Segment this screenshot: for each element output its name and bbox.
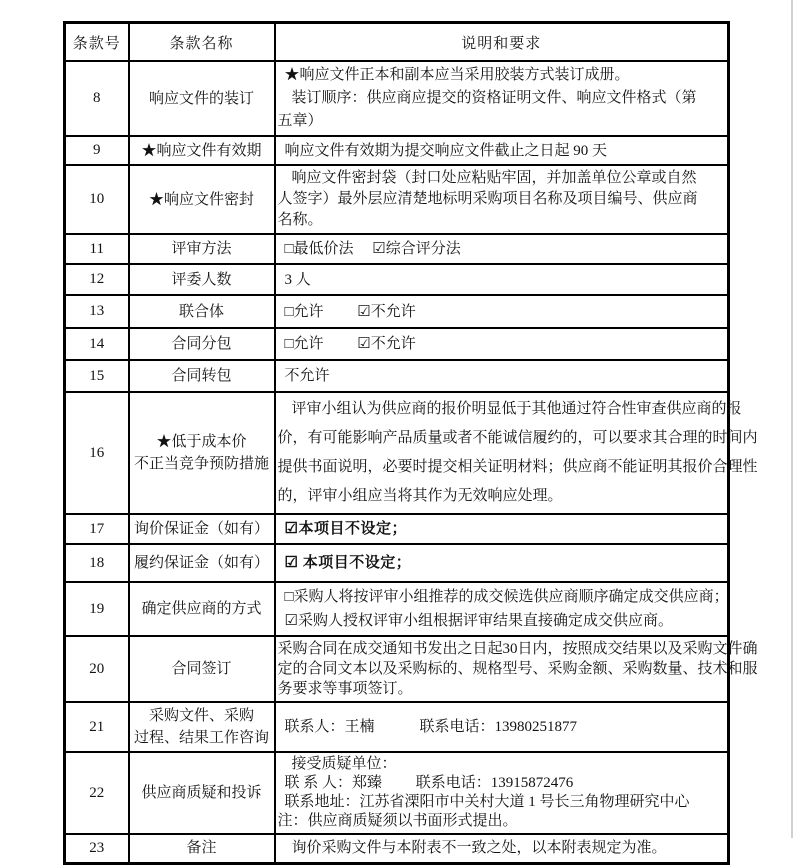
clause-number-cell: 19: [65, 582, 129, 636]
clause-number-cell: 13: [65, 295, 129, 328]
clause-name-cell: [129, 834, 275, 863]
clause-content-cell: [275, 61, 729, 136]
clause-name-cell: [129, 295, 275, 328]
clause-content-cell: [275, 295, 729, 328]
clause-name-line: 过程、结果工作咨询: [133, 730, 269, 746]
clause-number-cell: 16: [65, 392, 129, 514]
clause-content-line: 联系地址：江苏省溧阳市中关村大道 1 号长三角物理研究中心: [284, 794, 690, 810]
clause-name-cell: [129, 61, 275, 136]
clause-number-cell: 18: [65, 544, 129, 582]
clause-content-line: 询价采购文件与本附表不一致之处，以本附表规定为准。: [291, 840, 667, 857]
table-row: [65, 636, 729, 702]
clause-content-line: 务要求等事项签订。: [277, 681, 413, 697]
clause-content-line: ☑本项目不设定；: [284, 521, 407, 537]
clause-content-line: ★响应文件正本和副本应当采用胶装方式装订成册。: [284, 67, 630, 83]
clause-name-line: 采购文件、采购: [148, 708, 254, 724]
clause-name-line: 询价保证金（如有）: [133, 521, 269, 537]
clause-content-cell: [275, 514, 729, 544]
clause-name-cell: [129, 582, 275, 636]
clause-number-cell: 10: [65, 165, 129, 234]
clause-name-line: ★响应文件密封: [148, 191, 254, 208]
clause-content-cell: [275, 328, 729, 360]
clause-name-cell: [129, 514, 275, 544]
clause-number-cell: 20: [65, 636, 129, 702]
clause-content-cell: [275, 834, 729, 863]
clause-content-line: 装订顺序：供应商应提交的资格证明文件、响应文件格式（第: [291, 90, 697, 106]
clause-name-cell: [129, 752, 275, 834]
clause-name-line: 确定供应商的方式: [141, 601, 262, 617]
clause-content-line: 联 系 人：郑臻 联系电话：13915872476: [284, 775, 574, 791]
clause-content-line: 的，评审小组应当将其作为无效响应处理。: [277, 488, 563, 504]
clause-content-line: ☑ 本项目不设定；: [284, 555, 412, 571]
table-row: [65, 702, 729, 752]
clause-name-cell: [129, 234, 275, 264]
clause-name-line: 响应文件的装订: [148, 90, 254, 107]
clause-content-line: 价，有可能影响产品质量或者不能诚信履约的，可以要求其合理的时间内: [277, 430, 758, 446]
clause-content-line: 名称。: [277, 212, 323, 228]
clause-name-line: 不正当竞争预防措施: [133, 456, 269, 472]
clause-content-line: 人签字）最外层应清楚地标明采购项目名称及项目编号、供应商: [277, 191, 698, 207]
clause-content-cell: [275, 264, 729, 295]
clause-content-line: □采购人将按评审小组推荐的成交候选供应商顺序确定成交供应商；: [284, 589, 729, 605]
clause-number-cell: 11: [65, 234, 129, 264]
clause-content-line: 定的合同文本以及采购标的、规格型号、采购金额、采购数量、技术和服: [277, 661, 758, 677]
clause-content-line: □允许 ☑不允许: [284, 303, 416, 320]
clause-content-line: 采购合同在成交通知书发出之日起30日内，按照成交结果以及采购文件确: [277, 641, 758, 657]
column-header-0: 条款号: [65, 23, 129, 62]
clause-content-line: 提供书面说明，必要时提交相关证明材料；供应商不能证明其报价合理性: [277, 459, 758, 475]
clause-number-cell: 23: [65, 834, 129, 863]
clause-number-cell: 17: [65, 514, 129, 544]
clause-name-cell: [129, 328, 275, 360]
clause-content-cell: [275, 582, 729, 636]
clause-name-line: 履约保证金（如有）: [133, 555, 269, 571]
clause-content-line: 不允许: [284, 368, 330, 384]
table-row: [65, 514, 729, 544]
clause-content-cell: [275, 392, 758, 514]
clause-name-cell: [129, 136, 275, 165]
page-edge-line: [791, 0, 793, 838]
clause-name-line: 合同转包: [171, 368, 232, 384]
clause-content-line: 评审小组认为供应商的报价明显低于其他通过符合性审查供应商的报: [291, 401, 742, 417]
clause-content-cell: [275, 136, 729, 165]
table-row: [65, 165, 729, 234]
table-row: [65, 752, 729, 834]
clause-number-cell: 8: [65, 61, 129, 136]
clause-name-cell: [129, 360, 275, 392]
clause-content-line: 联系人：王楠 联系电话：13980251877: [284, 719, 578, 735]
clause-number-cell: 12: [65, 264, 129, 295]
clause-name-cell: [129, 165, 275, 234]
clause-content-line: 响应文件密封袋（封口处应粘贴牢固，并加盖单位公章或自然: [291, 170, 697, 186]
clause-name-line: ★响应文件有效期: [141, 142, 262, 159]
clause-content-line: 3 人: [284, 271, 311, 288]
clauses-table: [63, 21, 758, 865]
clause-name-line: 供应商质疑和投诉: [141, 785, 262, 801]
clause-name-line: 合同签订: [171, 661, 232, 677]
clause-name-line: 合同分包: [171, 336, 232, 352]
clause-content-cell: [275, 702, 729, 752]
table-row: [65, 360, 729, 392]
table-row: [65, 834, 729, 863]
clause-name-line: 备注: [186, 840, 217, 857]
clause-content-cell: [275, 636, 758, 702]
clause-number-cell: 15: [65, 360, 129, 392]
clause-content-line: 注：供应商质疑须以书面形式提出。: [277, 813, 518, 829]
clause-name-line: 联合体: [178, 303, 224, 320]
clause-name-cell: [129, 544, 275, 582]
clause-number-cell: 21: [65, 702, 129, 752]
clause-content-cell: [275, 752, 729, 834]
table-row: [65, 234, 729, 264]
clause-content-line: □允许 ☑不允许: [284, 336, 416, 352]
clause-number-cell: 14: [65, 328, 129, 360]
clause-name-line: 评审方法: [171, 241, 232, 257]
clause-name-cell: [129, 264, 275, 295]
table-row: [65, 295, 729, 328]
table-header-row: [65, 23, 729, 62]
column-header-1: 条款名称: [129, 23, 275, 62]
table-row: [65, 136, 729, 165]
table-row: [65, 392, 729, 514]
clause-content-line: □最低价法 ☑综合评分法: [284, 241, 461, 257]
clause-content-line: 响应文件有效期为提交响应文件截止之日起 90 天: [284, 142, 608, 159]
clause-name-cell: [129, 392, 275, 514]
clause-number-cell: 9: [65, 136, 129, 165]
column-header-2: 说明和要求: [275, 23, 729, 62]
clause-content-line: 接受质疑单位：: [291, 756, 397, 772]
table-row: [65, 61, 729, 136]
clause-name-cell: [129, 702, 275, 752]
clause-name-cell: [129, 636, 275, 702]
clause-name-line: 评委人数: [171, 271, 232, 288]
clause-content-cell: [275, 544, 729, 582]
clause-number-cell: 22: [65, 752, 129, 834]
table-row: [65, 582, 729, 636]
clause-content-cell: [275, 165, 729, 234]
table-row: [65, 544, 729, 582]
clause-content-cell: [275, 234, 729, 264]
clause-content-line: 五章）: [277, 113, 323, 129]
table-row: [65, 328, 729, 360]
clause-content-cell: [275, 360, 729, 392]
table-row: [65, 264, 729, 295]
clause-content-line: ☑采购人授权评审小组根据评审结果直接确定成交供应商。: [284, 613, 673, 629]
clause-name-line: ★低于成本价: [156, 434, 247, 450]
